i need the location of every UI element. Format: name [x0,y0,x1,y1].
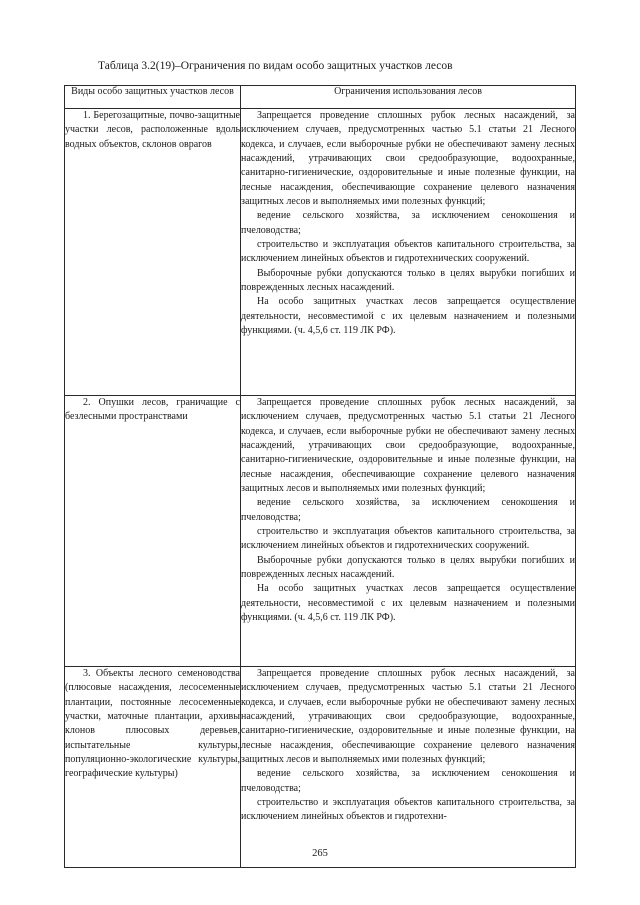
area-type-text: 2. Опушки лесов, граничащие с безлесными пространствами [65,397,240,423]
restriction-paragraph: Запрещается проведение сплошных рубок лесных насаждений, за исключением случаев, предусмотренных частью 5.1 статьи 21 Лесного кодекса, и случаев, если выборочные рубки не обеспечивают замену лесных насаждений, утрачивающих свои средообразующие, водоохранные, санитарно-гигиенические, оздоровительные и иные полезные функции, на лесные насаждения, обеспечивающие сохранение целевого назначения защитных лесов и выполняемых ими полезных функций; [241,668,575,766]
restriction-paragraph: Запрещается проведение сплошных рубок лесных насаждений, за исключением случаев, предусмотренных частью 5.1 статьи 21 Лесного кодекса, и случаев, если выборочные рубки не обеспечивают замену лесных насаждений, утрачивающих свои средообразующие, водоохранные, санитарно-гигиенические, оздоровительные и иные полезные функции, на лесные насаждения, обеспечивающие сохранение целевого назначения защитных лесов и выполняемых ими полезных функций; [241,110,575,208]
table-row [65,109,576,396]
restriction-paragraph: Выборочные рубки допускаются только в целях вырубки погибших и поврежденных лесных насаждений. [241,554,575,581]
restriction-paragraph: строительство и эксплуатация объектов капитального строительства, за исключением линейных объектов и гидротехнических сооружений. [241,526,575,552]
restriction-paragraph: Выборочные рубки допускаются только в целях вырубки погибших и поврежденных лесных насаждений. [241,267,575,294]
restriction-paragraph: ведение сельского хозяйства, за исключением сенокошения и пчеловодства; [241,210,575,236]
area-type-cell [65,667,241,868]
table-row [65,396,576,667]
restrictions-cell [241,109,576,396]
area-type-cell [65,396,241,667]
restrictions-cell [241,667,576,868]
table-header-row [65,86,576,109]
area-type-text: 3. Объекты лесного семеноводства (плюсовые насаждения, лесосеменные плантации, постоянные лесосеменные участки, маточные плантации, архивы клонов плюсовых деревьев, испытательные культуры, популяционно-экологические культуры, географические культуры) [65,668,240,780]
header-area-types: Виды особо защитных участков лесов [65,86,241,109]
restrictions-continued [241,667,575,863]
restriction-paragraph: строительство и эксплуатация объектов капитального строительства, за исключением линейных объектов и гидротехнических сооружений. [241,239,575,265]
table-row [65,667,576,868]
restriction-paragraph: ведение сельского хозяйства, за исключением сенокошения и пчеловодства; [241,497,575,523]
restrictions-table [64,85,576,868]
table-caption: Таблица 3.2(19)–Ограничения по видам особо защитных участков лесов [98,60,453,72]
restriction-paragraph: ведение сельского хозяйства, за исключением сенокошения и пчеловодства; [241,768,575,794]
restriction-paragraph: строительство и эксплуатация объектов капитального строительства, за исключением линейных объектов и гидротехни- [241,797,575,823]
restrictions-cell [241,396,576,667]
restriction-paragraph: На особо защитных участках лесов запрещается осуществление деятельности, несовместимой с их целевым назначением и полезными функциями. (ч. 4,5,6 ст. 119 ЛК РФ). [241,583,575,624]
area-type-cell [65,109,241,396]
header-restrictions: Ограничения использования лесов [241,86,576,109]
restriction-paragraph: Запрещается проведение сплошных рубок лесных насаждений, за исключением случаев, предусмотренных частью 5.1 статьи 21 Лесного кодекса, и случаев, если выборочные рубки не обеспечивают замену лесных насаждений, утрачивающих свои средообразующие, водоохранные, санитарно-гигиенические, оздоровительные и иные полезные функции, на лесные насаждения, обеспечивающие сохранение целевого назначения защитных лесов и выполняемых ими полезных функций; [241,397,575,495]
area-type-text: 1. Берегозащитные, почво-защитные участки лесов, расположенные вдоль водных объектов, склонов оврагов [65,110,240,150]
page-number: 265 [312,848,328,859]
restriction-paragraph: На особо защитных участках лесов запрещается осуществление деятельности, несовместимой с их целевым назначением и полезными функциями. (ч. 4,5,6 ст. 119 ЛК РФ). [241,296,575,337]
